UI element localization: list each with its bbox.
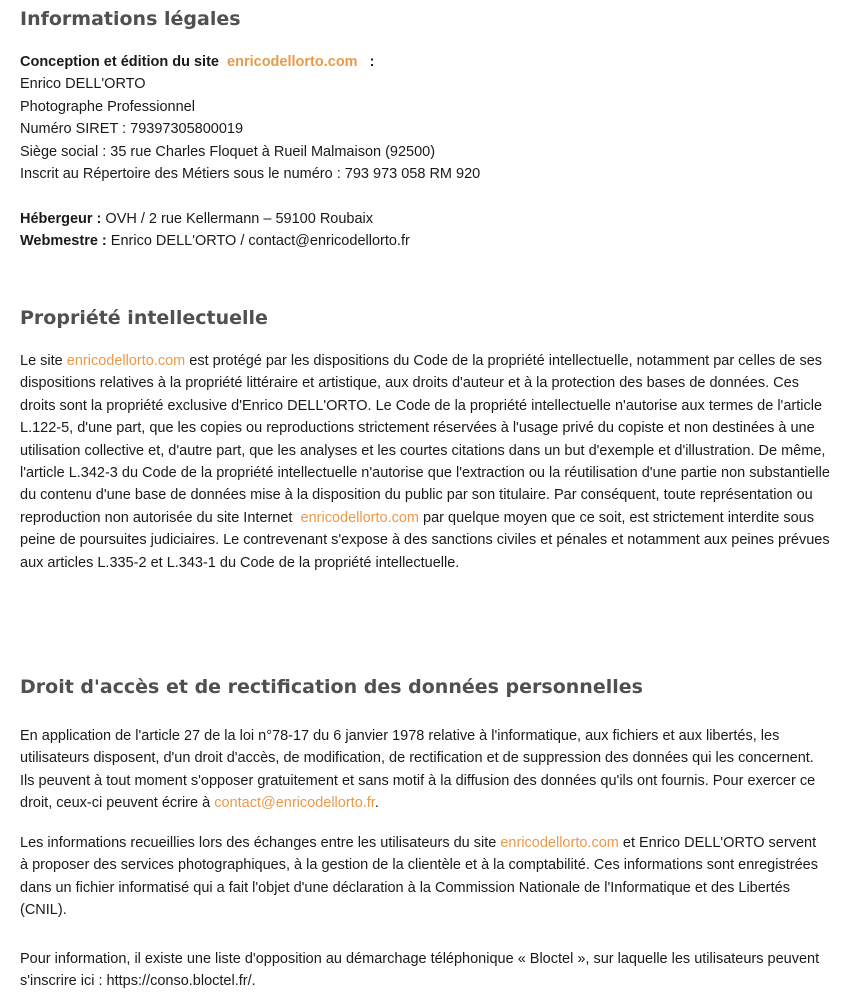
site-link[interactable]: enricodellorto.com [227,54,358,70]
ip-text-middle: est protégé par les dispositions du Code de la propriété intellectuelle, notamment par celles de ses dispositions relatives à la propriété littéraire et artistique, aux droits d'auteur et à la protection des bases de données. Ces droits sont la propriété exclusive d'Enrico DELL'ORTO. Le Code de la propriété intellectuelle n'autorise aux termes de l'article L.122-5, d'une part, que les copies ou reproductions strictement réservées à l'usage privé du copiste et non destinées à une utilisation collective et, d'autre part, que les analyses et les courtes citations dans un but d'exemple et d'illustration. De même, l'article L.342-3 du Code de la propriété intellectuelle n'autorise que l'extraction ou la réutilisation d'une partie non substantielle du contenu d'une base de données mise à la disposition du public par son titulaire. Par conséquent, toute représentation ou reproduction non autorisée du site Internet [20,353,830,526]
host-label: Hébergeur : [20,211,102,227]
webmaster-value: Enrico DELL'ORTO / contact@enricodellorto.fr [110,233,410,250]
site-design-line [20,51,820,73]
hosting-block [20,208,820,253]
legal-info-heading: Informations légales [20,8,241,30]
webmaster-line [20,230,820,252]
data-rights-paragraph-1 [20,725,825,815]
bloctel-paragraph: Pour information, il existe une liste d'opposition au démarchage téléphonique « Bloctel », sur laquelle les utilisateurs peuvent s'inscrire ici : https://conso.bloctel.fr/. [20,951,820,990]
site-link[interactable]: enricodellorto.com [66,353,186,369]
owner-name: Enrico DELL'ORTO [20,76,146,93]
contact-email-link[interactable]: contact@enricodellorto.fr [214,795,375,812]
rights-text: En application de l'article 27 de la loi n°78-17 du 6 janvier 1978 relative à l'informatique, aux fichiers et aux libertés, les utilisateurs disposent, d'un droit d'accès, de modification, de rectification et de suppression des données qui les concernent. Ils peuvent à tout moment s'opposer gratuitement et sans motif à la diffusion des données qu'ils ont fournis. Pour exercer ce droit, ceux-ci peuvent écrire à [20,728,816,812]
host-value: OVH / 2 rue Kellermann – 59100 Roubaix [105,211,374,227]
trade-registry: Inscrit au Répertoire des Métiers sous le numéro : 793 973 058 RM 920 [20,166,481,183]
siret-number: Numéro SIRET : 79397305800019 [20,121,244,138]
webmaster-label: Webmestre : [20,233,107,250]
colon: : [369,54,375,70]
data-rights-heading: Droit d'accès et de rectification des données personnelles [20,676,643,698]
legal-info-block [20,51,820,185]
host-line [20,208,820,230]
design-label: Conception et édition du site [20,54,219,70]
head-office-address: Siège social : 35 rue Charles Floquet à Rueil Malmaison (92500) [20,143,436,160]
intellectual-property-paragraph [20,350,832,574]
ip-text-end: par quelque moyen que ce soit, est strictement interdite sous peine de poursuites judiciaires. Le contrevenant s'expose à des sanctions civiles et pénales et notamment aux peines prévues aux articles L.335-2 et L.343-1 du Code de la propriété intellectuelle. [20,509,830,571]
ip-text-start: Le site [20,353,63,369]
intellectual-property-heading: Propriété intellectuelle [20,307,268,329]
rights-text-2-end: et Enrico DELL'ORTO servent à proposer des services photographiques, à la gestion de la clientèle et à la comptabilité. Ces informations sont enregistrées dans un fichier informatisé qui a fait l'objet d'une déclaration à la Commission Nationale de l'Informatique et des Libertés (CNIL). [20,835,818,919]
rights-text-2-start: Les informations recueillies lors des échanges entre les utilisateurs du site [20,835,497,851]
data-rights-paragraph-2 [20,832,825,922]
site-link[interactable]: enricodellorto.com [300,509,420,526]
period: . [374,795,379,812]
profession: Photographe Professionnel [20,98,195,115]
site-link[interactable]: enricodellorto.com [500,835,619,851]
